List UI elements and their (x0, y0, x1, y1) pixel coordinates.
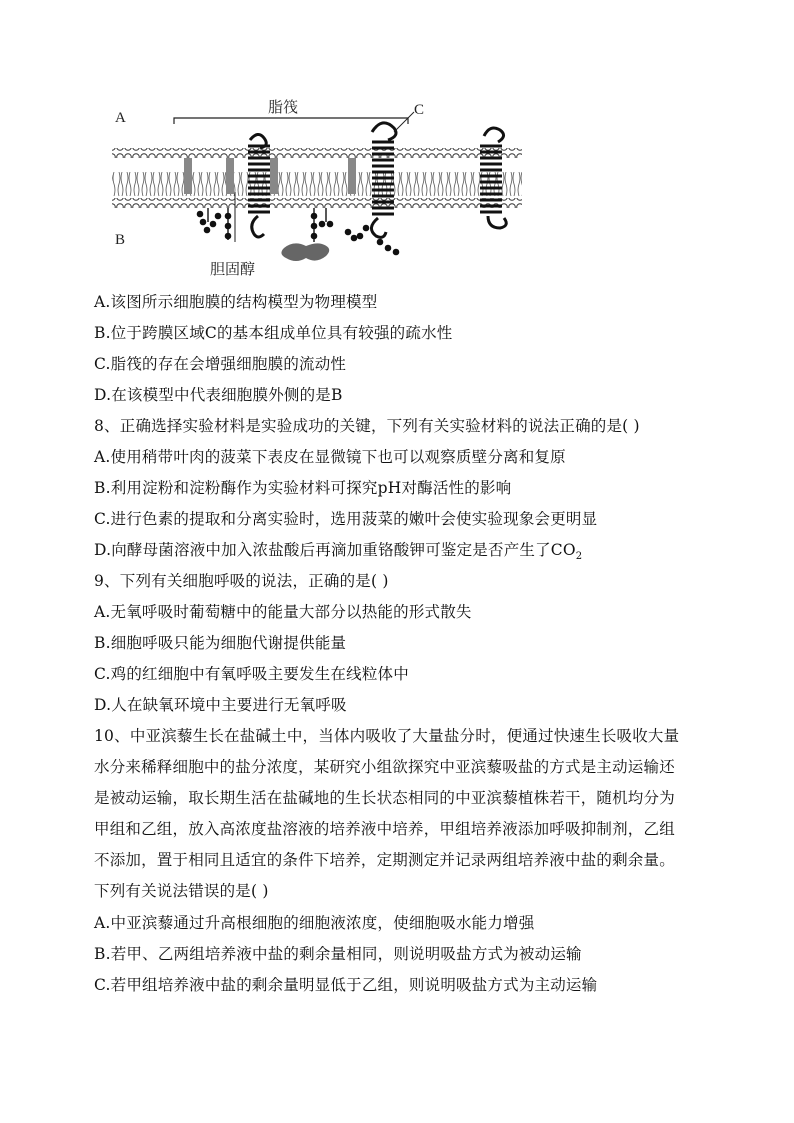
peripheral-protein (281, 243, 329, 261)
q10-stem: 10、中亚滨藜生长在盐碱土中，当体内吸收了大量盐分时，便通过快速生长吸收大量 水分来稀释细胞中的盐分浓度，某研究小组欲探究中亚滨藜吸盐的方式是主动运输还 是被动运输，取长期生活在盐碱地的生长状态相同的中亚滨藜植株若干，随机均分为 甲组和乙组，放入高浓度盐溶液的培养液中培养，甲组培养液添加呼吸抑制剂，乙组 不添加，置于相同且适宜的条件下培养，定期测定并记录两组培养液中盐的剩余量。 下列有关说法错误的是( ) (94, 727, 680, 900)
cholesterol-molecule (184, 158, 192, 194)
q8-option-b: B.利用淀粉和淀粉酶作为实验材料可探究pH对酶活性的影响 (94, 479, 512, 497)
q7-option-a: A.该图所示细胞膜的结构模型为物理模型 (94, 293, 378, 311)
label-c: C (414, 102, 425, 118)
cell-membrane-figure (108, 92, 528, 284)
q9-stem: 9、下列有关细胞呼吸的说法，正确的是( ) (94, 572, 389, 590)
q9-option-c: C.鸡的红细胞中有氧呼吸主要发生在线粒体中 (94, 665, 409, 683)
label-lipid-raft: 脂筏 (268, 98, 299, 116)
side-label-b: B (115, 232, 126, 248)
fluid-mosaic-diagram (108, 92, 528, 284)
q8-option-d: D.向酵母菌溶液中加入浓盐酸后再滴加重铬酸钾可鉴定是否产生了$CO_2$ (94, 541, 583, 563)
phospholipid-tails (112, 158, 522, 198)
q7-option-b: B.位于跨膜区域C的基本组成单位具有较强的疏水性 (94, 324, 453, 342)
q10-option-b: B.若甲、乙两组培养液中盐的剩余量相同，则说明吸盐方式为被动运输 (94, 945, 582, 963)
q7-option-d: D.在该模型中代表细胞膜外侧的是B (94, 386, 343, 404)
label-cholesterol: 胆固醇 (210, 260, 256, 278)
outer-phospholipid-heads (112, 148, 522, 158)
q8-option-c: C.进行色素的提取和分离实验时，选用菠菜的嫩叶会使实验现象会更明显 (94, 510, 598, 528)
q9-option-d: D.人在缺氧环境中主要进行无氧呼吸 (94, 696, 347, 714)
side-label-a: A (115, 110, 126, 126)
q9-option-a: A.无氧呼吸时葡萄糖中的能量大部分以热能的形式散失 (94, 603, 472, 621)
inner-phospholipid-heads (112, 198, 522, 208)
q8-option-a: A.使用稍带叶肉的菠菜下表皮在显微镜下也可以观察质壁分离和复原 (94, 448, 566, 466)
lipid-raft-brace (174, 118, 408, 124)
q10-option-a: A.中亚滨藜通过升高根细胞的细胞液浓度，使细胞吸水能力增强 (94, 914, 535, 932)
q8-stem: 8、正确选择实验材料是实验成功的关键，下列有关实验材料的说法正确的是( ) (94, 417, 640, 435)
q9-option-b: B.细胞呼吸只能为细胞代谢提供能量 (94, 634, 347, 652)
q7-option-c: C.脂筏的存在会增强细胞膜的流动性 (94, 355, 347, 373)
q10-option-c: C.若甲组培养液中盐的剩余量明显低于乙组，则说明吸盐方式为主动运输 (94, 976, 598, 994)
